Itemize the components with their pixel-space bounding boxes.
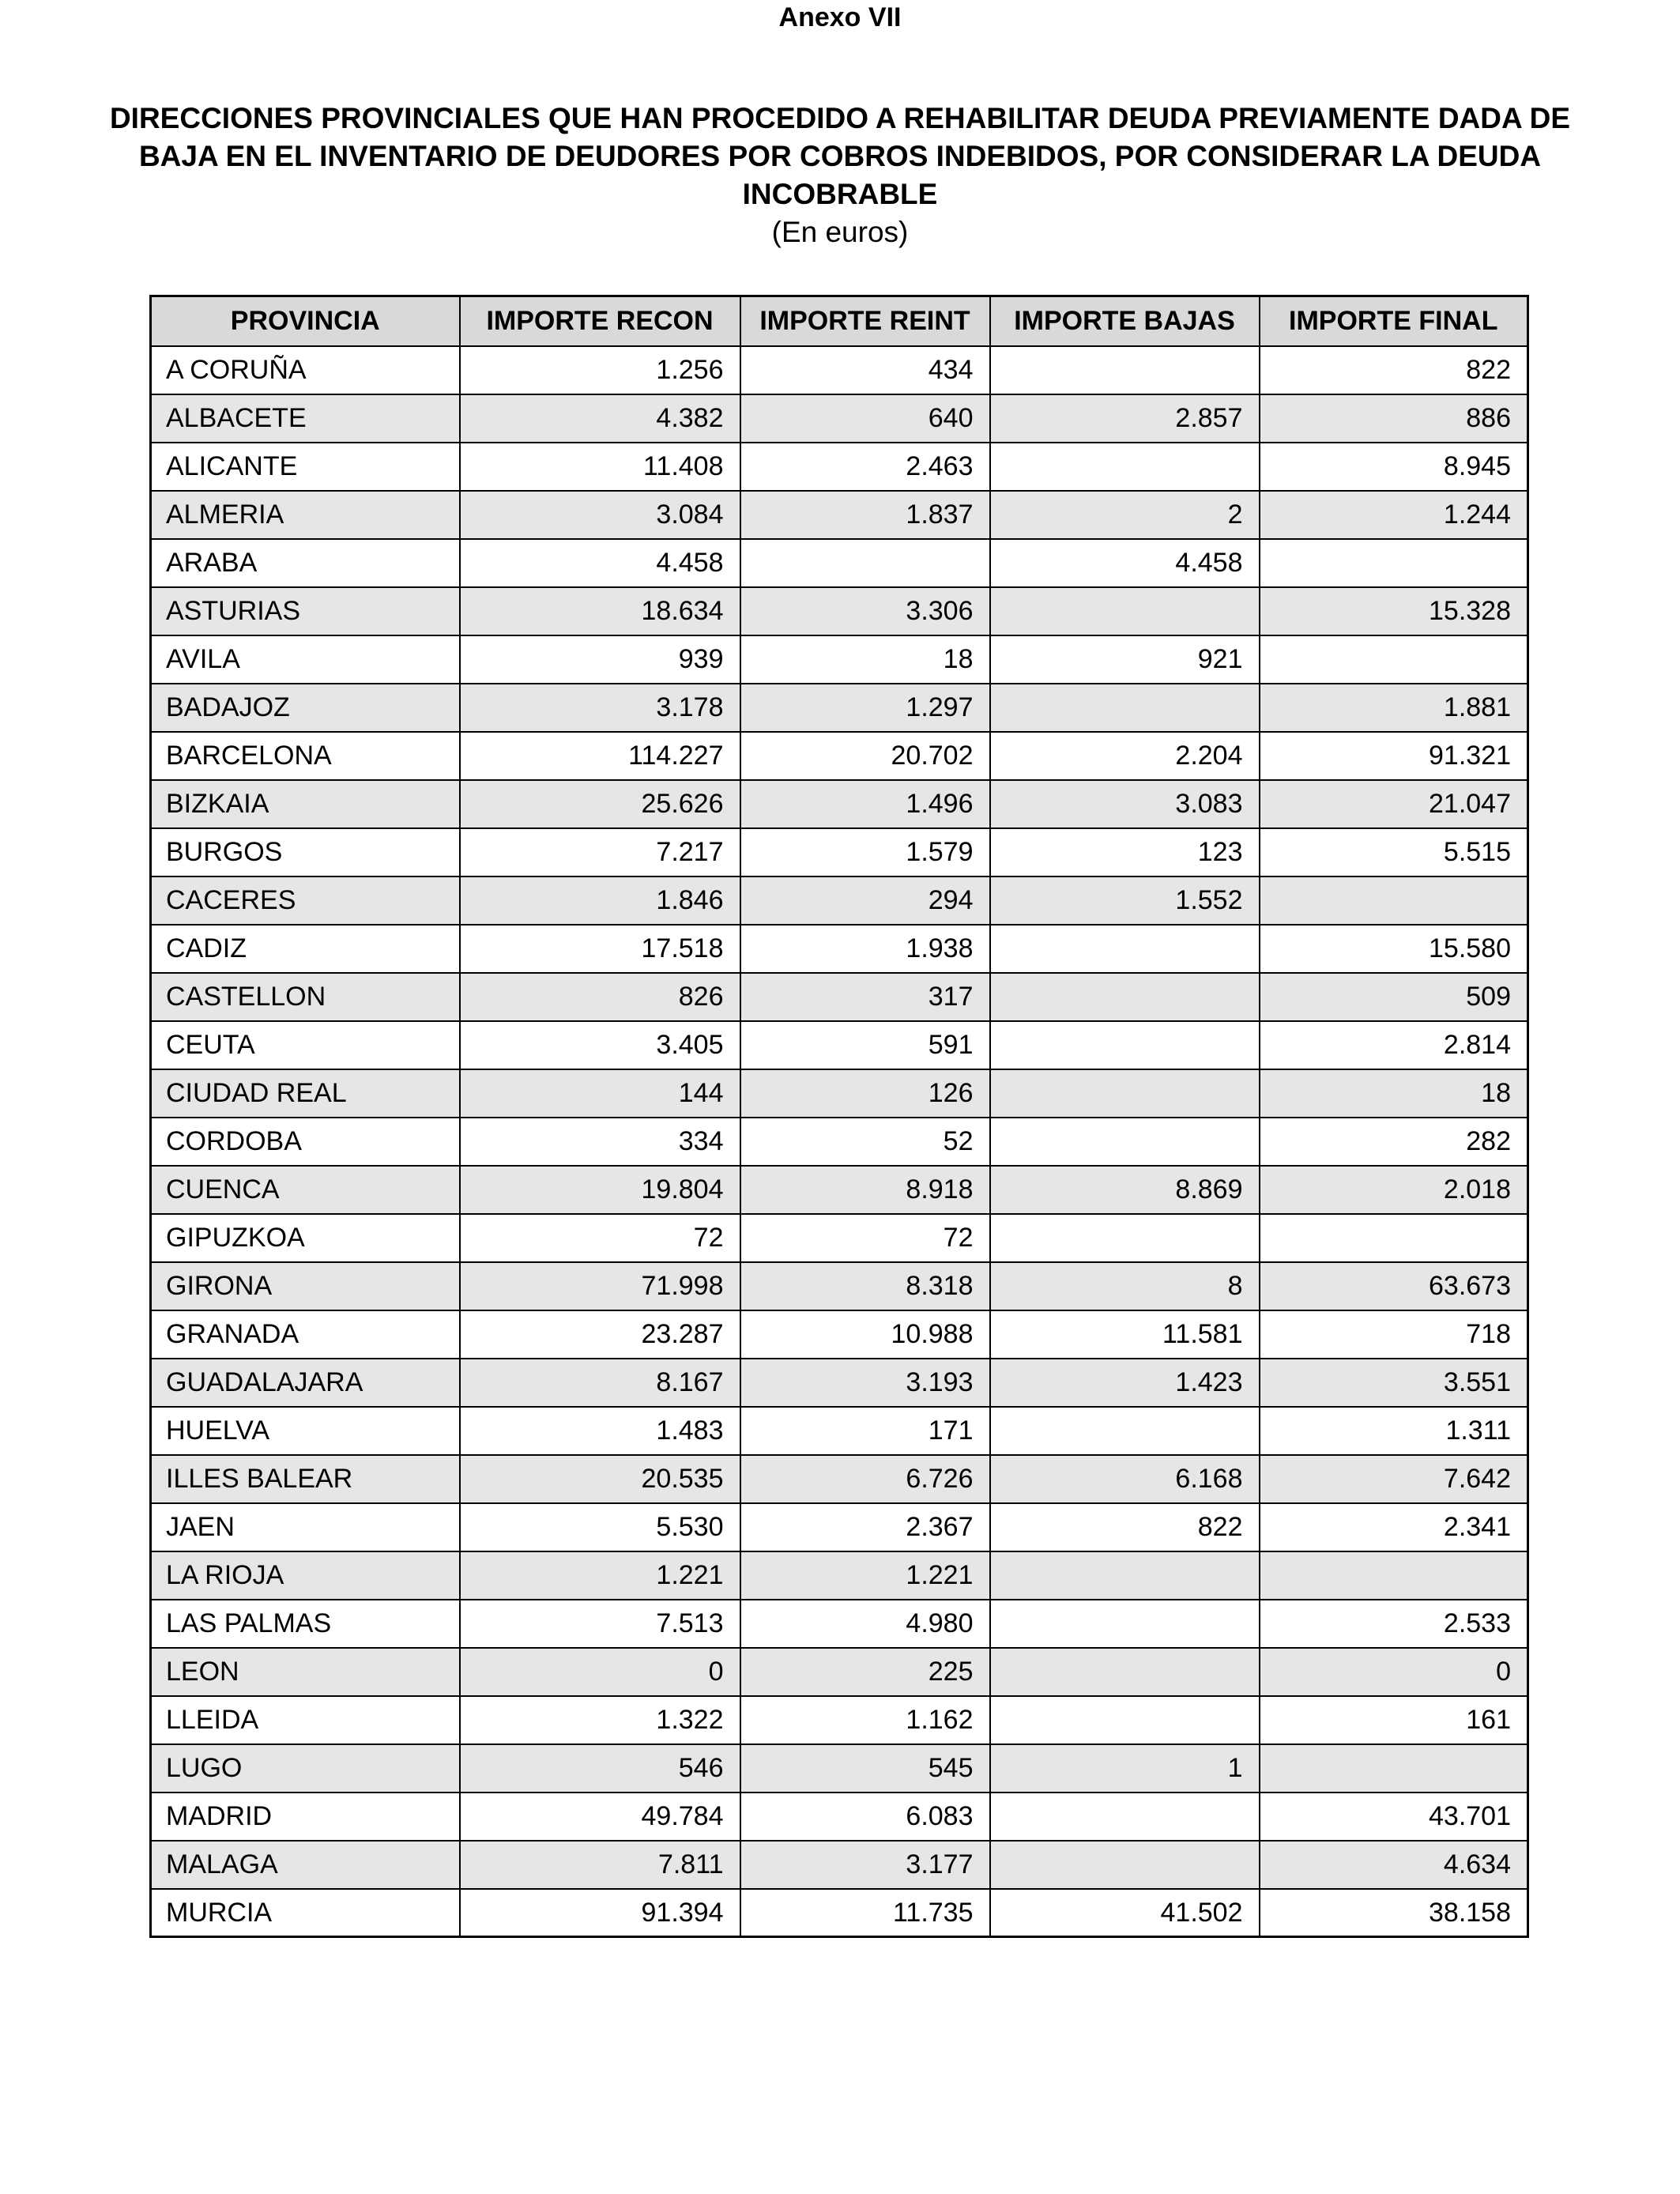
table-row [151, 1744, 1528, 1793]
cell-provincia: CADIZ [151, 925, 460, 973]
cell-provincia: ALICANTE [151, 443, 460, 491]
cell-provincia: LEON [151, 1648, 460, 1696]
cell-provincia: AVILA [151, 635, 460, 684]
cell-importe-reint: 3.306 [740, 587, 990, 635]
cell-importe-final: 15.580 [1260, 925, 1528, 973]
cell-provincia: MURCIA [151, 1889, 460, 1937]
table-row [151, 973, 1528, 1021]
cell-importe-final: 2.341 [1260, 1503, 1528, 1551]
cell-importe-reint: 640 [740, 394, 990, 443]
table-row [151, 539, 1528, 587]
table-row [151, 1696, 1528, 1744]
cell-provincia: BARCELONA [151, 732, 460, 780]
cell-importe-bajas [990, 1407, 1260, 1455]
cell-importe-reint: 18 [740, 635, 990, 684]
cell-provincia: HUELVA [151, 1407, 460, 1455]
cell-provincia: LAS PALMAS [151, 1600, 460, 1648]
header-provincia: PROVINCIA [151, 296, 460, 346]
cell-importe-bajas: 123 [990, 828, 1260, 876]
provinces-table [149, 295, 1529, 1938]
cell-importe-recon: 144 [460, 1069, 740, 1118]
cell-importe-reint: 591 [740, 1021, 990, 1069]
cell-importe-reint [740, 539, 990, 587]
cell-importe-bajas [990, 1793, 1260, 1841]
cell-importe-bajas [990, 1696, 1260, 1744]
cell-importe-final: 161 [1260, 1696, 1528, 1744]
annex-label: Anexo VII [778, 2, 902, 32]
cell-importe-final [1260, 876, 1528, 925]
cell-importe-final: 7.642 [1260, 1455, 1528, 1503]
table-row [151, 346, 1528, 394]
table-row [151, 1503, 1528, 1551]
cell-importe-recon: 1.322 [460, 1696, 740, 1744]
cell-importe-bajas: 8 [990, 1262, 1260, 1310]
cell-importe-recon: 1.483 [460, 1407, 740, 1455]
cell-provincia: MALAGA [151, 1841, 460, 1889]
cell-provincia: GRANADA [151, 1310, 460, 1359]
cell-importe-bajas [990, 1214, 1260, 1262]
cell-importe-reint: 4.980 [740, 1600, 990, 1648]
cell-importe-recon: 72 [460, 1214, 740, 1262]
table-row [151, 876, 1528, 925]
cell-importe-final: 91.321 [1260, 732, 1528, 780]
cell-importe-bajas: 2.204 [990, 732, 1260, 780]
cell-importe-recon: 8.167 [460, 1359, 740, 1407]
cell-importe-reint: 2.367 [740, 1503, 990, 1551]
table-row [151, 1407, 1528, 1455]
cell-importe-recon: 114.227 [460, 732, 740, 780]
cell-provincia: GIPUZKOA [151, 1214, 460, 1262]
cell-importe-recon: 71.998 [460, 1262, 740, 1310]
cell-importe-final: 0 [1260, 1648, 1528, 1696]
cell-provincia: CEUTA [151, 1021, 460, 1069]
table-row [151, 1600, 1528, 1648]
cell-importe-reint: 171 [740, 1407, 990, 1455]
table-row [151, 443, 1528, 491]
cell-importe-bajas [990, 1841, 1260, 1889]
cell-importe-bajas [990, 1021, 1260, 1069]
cell-importe-recon: 1.256 [460, 346, 740, 394]
table-header-row [151, 296, 1528, 346]
cell-provincia: MADRID [151, 1793, 460, 1841]
cell-importe-bajas: 2.857 [990, 394, 1260, 443]
cell-importe-final: 1.881 [1260, 684, 1528, 732]
cell-importe-bajas [990, 1648, 1260, 1696]
cell-provincia: CASTELLON [151, 973, 460, 1021]
currency-note: (En euros) [771, 216, 909, 248]
cell-importe-reint: 1.938 [740, 925, 990, 973]
cell-importe-reint: 294 [740, 876, 990, 925]
cell-provincia: CIUDAD REAL [151, 1069, 460, 1118]
cell-provincia: BIZKAIA [151, 780, 460, 828]
cell-importe-reint: 126 [740, 1069, 990, 1118]
table-row [151, 1648, 1528, 1696]
cell-importe-final: 8.945 [1260, 443, 1528, 491]
cell-importe-recon: 7.811 [460, 1841, 740, 1889]
cell-provincia: ILLES BALEAR [151, 1455, 460, 1503]
cell-importe-recon: 11.408 [460, 443, 740, 491]
cell-importe-recon: 7.217 [460, 828, 740, 876]
cell-importe-recon: 3.405 [460, 1021, 740, 1069]
cell-importe-recon: 18.634 [460, 587, 740, 635]
cell-importe-reint: 1.579 [740, 828, 990, 876]
cell-provincia: ASTURIAS [151, 587, 460, 635]
table-row [151, 1889, 1528, 1937]
cell-importe-final: 43.701 [1260, 1793, 1528, 1841]
header-importe-bajas: IMPORTE BAJAS [990, 296, 1260, 346]
cell-importe-final: 63.673 [1260, 1262, 1528, 1310]
table-row [151, 1069, 1528, 1118]
cell-importe-bajas [990, 1118, 1260, 1166]
cell-importe-bajas [990, 1551, 1260, 1600]
table-row [151, 1214, 1528, 1262]
cell-importe-final [1260, 1551, 1528, 1600]
cell-provincia: CUENCA [151, 1166, 460, 1214]
cell-importe-final: 21.047 [1260, 780, 1528, 828]
cell-importe-reint: 20.702 [740, 732, 990, 780]
cell-provincia: ALMERIA [151, 491, 460, 539]
cell-importe-recon: 20.535 [460, 1455, 740, 1503]
cell-importe-bajas [990, 587, 1260, 635]
cell-importe-recon: 49.784 [460, 1793, 740, 1841]
cell-importe-final: 4.634 [1260, 1841, 1528, 1889]
cell-importe-recon: 23.287 [460, 1310, 740, 1359]
cell-importe-recon: 17.518 [460, 925, 740, 973]
table-row [151, 732, 1528, 780]
cell-importe-recon: 826 [460, 973, 740, 1021]
cell-importe-recon: 5.530 [460, 1503, 740, 1551]
cell-importe-final: 18 [1260, 1069, 1528, 1118]
cell-importe-reint: 3.193 [740, 1359, 990, 1407]
cell-importe-bajas: 921 [990, 635, 1260, 684]
table-row [151, 1262, 1528, 1310]
table-row [151, 1021, 1528, 1069]
cell-provincia: LA RIOJA [151, 1551, 460, 1600]
cell-importe-bajas: 3.083 [990, 780, 1260, 828]
cell-importe-reint: 1.162 [740, 1696, 990, 1744]
cell-importe-final [1260, 539, 1528, 587]
cell-importe-final: 822 [1260, 346, 1528, 394]
cell-importe-final: 282 [1260, 1118, 1528, 1166]
cell-provincia: LLEIDA [151, 1696, 460, 1744]
cell-importe-final: 38.158 [1260, 1889, 1528, 1937]
cell-importe-reint: 317 [740, 973, 990, 1021]
table-row [151, 1793, 1528, 1841]
cell-importe-recon: 3.178 [460, 684, 740, 732]
cell-importe-final: 509 [1260, 973, 1528, 1021]
cell-importe-reint: 11.735 [740, 1889, 990, 1937]
cell-provincia: BADAJOZ [151, 684, 460, 732]
cell-importe-final: 2.533 [1260, 1600, 1528, 1648]
table-row [151, 828, 1528, 876]
cell-importe-bajas [990, 1600, 1260, 1648]
cell-importe-final [1260, 1214, 1528, 1262]
table-row [151, 1841, 1528, 1889]
cell-importe-bajas [990, 443, 1260, 491]
cell-importe-bajas: 822 [990, 1503, 1260, 1551]
cell-importe-reint: 434 [740, 346, 990, 394]
cell-importe-final: 2.018 [1260, 1166, 1528, 1214]
cell-provincia: CACERES [151, 876, 460, 925]
table-row [151, 1455, 1528, 1503]
cell-importe-final: 3.551 [1260, 1359, 1528, 1407]
cell-importe-bajas [990, 684, 1260, 732]
table-row [151, 635, 1528, 684]
cell-importe-bajas [990, 346, 1260, 394]
cell-importe-recon: 4.382 [460, 394, 740, 443]
cell-importe-recon: 939 [460, 635, 740, 684]
cell-importe-reint: 8.318 [740, 1262, 990, 1310]
cell-importe-reint: 1.496 [740, 780, 990, 828]
title-line-2: BAJA EN EL INVENTARIO DE DEUDORES POR COBROS INDEBIDOS, POR CONSIDERAR LA DEUDA [138, 140, 1542, 172]
table-row [151, 394, 1528, 443]
table-row [151, 1551, 1528, 1600]
cell-importe-reint: 52 [740, 1118, 990, 1166]
table-row [151, 684, 1528, 732]
table-row [151, 491, 1528, 539]
cell-importe-bajas: 6.168 [990, 1455, 1260, 1503]
cell-provincia: CORDOBA [151, 1118, 460, 1166]
table-row [151, 925, 1528, 973]
cell-importe-reint: 10.988 [740, 1310, 990, 1359]
cell-importe-final: 5.515 [1260, 828, 1528, 876]
cell-importe-recon: 546 [460, 1744, 740, 1793]
cell-importe-bajas: 2 [990, 491, 1260, 539]
table-row [151, 1310, 1528, 1359]
header-importe-final: IMPORTE FINAL [1260, 296, 1528, 346]
cell-importe-reint: 8.918 [740, 1166, 990, 1214]
table-row [151, 780, 1528, 828]
cell-importe-final: 886 [1260, 394, 1528, 443]
cell-importe-final: 1.311 [1260, 1407, 1528, 1455]
cell-importe-bajas: 8.869 [990, 1166, 1260, 1214]
cell-importe-reint: 3.177 [740, 1841, 990, 1889]
cell-importe-final: 15.328 [1260, 587, 1528, 635]
cell-importe-bajas: 1.423 [990, 1359, 1260, 1407]
cell-importe-bajas: 41.502 [990, 1889, 1260, 1937]
cell-importe-bajas [990, 973, 1260, 1021]
table-row [151, 1359, 1528, 1407]
cell-importe-bajas [990, 1069, 1260, 1118]
table-row [151, 1118, 1528, 1166]
cell-importe-final: 1.244 [1260, 491, 1528, 539]
cell-provincia: BURGOS [151, 828, 460, 876]
table-row [151, 1166, 1528, 1214]
cell-importe-bajas: 4.458 [990, 539, 1260, 587]
cell-importe-reint: 1.837 [740, 491, 990, 539]
cell-importe-bajas: 1 [990, 1744, 1260, 1793]
cell-importe-reint: 2.463 [740, 443, 990, 491]
document-title [79, 100, 1601, 213]
cell-importe-final: 718 [1260, 1310, 1528, 1359]
cell-importe-reint: 6.083 [740, 1793, 990, 1841]
cell-importe-recon: 19.804 [460, 1166, 740, 1214]
cell-importe-reint: 545 [740, 1744, 990, 1793]
cell-provincia: GUADALAJARA [151, 1359, 460, 1407]
cell-importe-final [1260, 635, 1528, 684]
table-row [151, 587, 1528, 635]
cell-importe-reint: 72 [740, 1214, 990, 1262]
cell-provincia: JAEN [151, 1503, 460, 1551]
cell-provincia: GIRONA [151, 1262, 460, 1310]
title-line-1: DIRECCIONES PROVINCIALES QUE HAN PROCEDIDO A REHABILITAR DEUDA PREVIAMENTE DADA DE [109, 102, 1571, 134]
cell-importe-bajas: 1.552 [990, 876, 1260, 925]
cell-importe-reint: 1.221 [740, 1551, 990, 1600]
cell-importe-final: 2.814 [1260, 1021, 1528, 1069]
cell-importe-reint: 1.297 [740, 684, 990, 732]
cell-importe-recon: 7.513 [460, 1600, 740, 1648]
table-body [151, 346, 1528, 1937]
cell-importe-reint: 6.726 [740, 1455, 990, 1503]
header-importe-recon: IMPORTE RECON [460, 296, 740, 346]
title-line-3: INCOBRABLE [742, 178, 938, 210]
cell-importe-recon: 1.221 [460, 1551, 740, 1600]
cell-importe-recon: 0 [460, 1648, 740, 1696]
cell-importe-recon: 334 [460, 1118, 740, 1166]
cell-importe-bajas: 11.581 [990, 1310, 1260, 1359]
cell-importe-recon: 3.084 [460, 491, 740, 539]
header-importe-reint: IMPORTE REINT [740, 296, 990, 346]
cell-importe-final [1260, 1744, 1528, 1793]
cell-provincia: LUGO [151, 1744, 460, 1793]
cell-provincia: A CORUÑA [151, 346, 460, 394]
cell-provincia: ALBACETE [151, 394, 460, 443]
cell-importe-recon: 1.846 [460, 876, 740, 925]
cell-provincia: ARABA [151, 539, 460, 587]
cell-importe-recon: 25.626 [460, 780, 740, 828]
cell-importe-reint: 225 [740, 1648, 990, 1696]
cell-importe-recon: 91.394 [460, 1889, 740, 1937]
cell-importe-bajas [990, 925, 1260, 973]
cell-importe-recon: 4.458 [460, 539, 740, 587]
